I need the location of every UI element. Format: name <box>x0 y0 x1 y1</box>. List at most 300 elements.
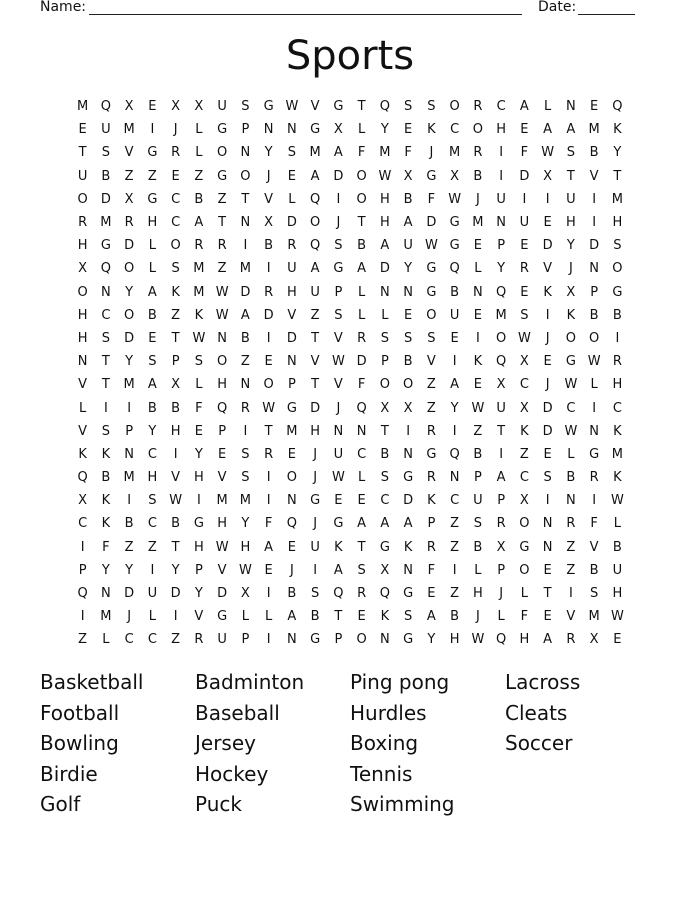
grid-letter: N <box>380 284 390 300</box>
grid-letter: D <box>100 191 111 207</box>
grid-letter: N <box>589 261 599 277</box>
grid-letter: H <box>379 191 390 207</box>
grid-letter: M <box>123 377 135 393</box>
grid-letter: K <box>566 307 576 323</box>
grid-letter: S <box>334 307 343 323</box>
grid-letter: H <box>612 215 623 231</box>
grid-letter: O <box>124 307 135 323</box>
grid-letter: C <box>147 516 157 532</box>
grid-letter: O <box>589 330 600 346</box>
grid-letter: Z <box>147 539 157 555</box>
grid-letter: V <box>333 377 343 393</box>
grid-letter: X <box>403 168 413 184</box>
word-list-item: Football <box>40 700 120 725</box>
grid-letter: J <box>313 516 318 532</box>
grid-letter: T <box>101 354 110 370</box>
grid-letter: U <box>449 307 460 323</box>
grid-letter: L <box>358 122 366 138</box>
grid-letter: S <box>589 586 599 602</box>
grid-letter: H <box>217 377 228 393</box>
name-blank-line <box>89 14 522 15</box>
grid-row <box>71 211 629 234</box>
grid-letter: K <box>613 122 622 138</box>
grid-letter: W <box>564 377 578 393</box>
date-blank-line <box>578 14 635 15</box>
grid-letter: Y <box>101 562 110 578</box>
grid-letter: B <box>450 609 460 625</box>
grid-letter: E <box>543 354 552 370</box>
grid-letter: L <box>265 609 273 625</box>
grid-letter: X <box>496 539 506 555</box>
grid-letter: K <box>613 470 622 486</box>
grid-letter: C <box>612 400 622 416</box>
grid-letter: I <box>266 493 271 509</box>
grid-letter: A <box>543 122 553 138</box>
grid-letter: O <box>310 215 321 231</box>
grid-letter: G <box>310 122 321 138</box>
word-list-item: Basketball <box>40 670 144 694</box>
grid-letter: Z <box>450 539 460 555</box>
grid-letter: I <box>173 609 178 625</box>
grid-letter: X <box>519 400 529 416</box>
word-list-item: Swimming <box>350 792 455 816</box>
grid-letter: A <box>496 470 506 486</box>
grid-letter: R <box>217 238 227 254</box>
grid-letter: H <box>77 330 88 346</box>
grid-letter: A <box>403 516 413 532</box>
grid-letter: S <box>613 238 622 254</box>
grid-letter: T <box>497 423 506 439</box>
word-list-item: Soccer <box>505 731 573 755</box>
grid-letter: E <box>450 330 459 346</box>
grid-letter: U <box>217 632 227 648</box>
grid-letter: E <box>357 609 366 625</box>
grid-letter: B <box>473 168 483 184</box>
grid-letter: N <box>403 562 413 578</box>
grid-letter: G <box>612 284 623 300</box>
grid-letter: Z <box>171 632 181 648</box>
grid-letter: M <box>611 191 623 207</box>
grid-letter: R <box>264 446 274 462</box>
grid-letter: I <box>150 122 155 138</box>
grid-letter: V <box>264 191 274 207</box>
grid-letter: I <box>592 493 597 509</box>
word-list-item: Bowling <box>40 731 119 755</box>
grid-letter: Y <box>241 516 250 532</box>
grid-letter: L <box>497 609 505 625</box>
grid-letter: K <box>171 284 180 300</box>
grid-letter: W <box>192 330 206 346</box>
grid-letter: H <box>217 516 228 532</box>
grid-letter: R <box>171 145 181 161</box>
grid-letter: E <box>613 632 622 648</box>
grid-letter: A <box>194 215 204 231</box>
grid-letter: D <box>286 215 297 231</box>
grid-letter: H <box>310 423 321 439</box>
grid-letter: B <box>589 562 599 578</box>
grid-letter: W <box>587 354 601 370</box>
grid-letter: M <box>123 122 135 138</box>
grid-letter: Y <box>427 632 436 648</box>
grid-letter: N <box>589 423 599 439</box>
grid-letter: S <box>380 330 389 346</box>
grid-letter: O <box>519 516 530 532</box>
grid-letter: P <box>334 284 343 300</box>
grid-letter: V <box>589 168 599 184</box>
grid-letter: I <box>592 191 597 207</box>
grid-letter: K <box>427 493 436 509</box>
grid-letter: I <box>568 586 573 602</box>
grid-letter: Y <box>194 586 203 602</box>
grid-letter: J <box>313 470 318 486</box>
grid-letter: G <box>310 632 321 648</box>
grid-letter: R <box>194 238 204 254</box>
grid-letter: R <box>473 145 483 161</box>
grid-letter: L <box>195 145 203 161</box>
word-list-item: Boxing <box>350 731 419 755</box>
grid-letter: G <box>379 539 390 555</box>
grid-letter: W <box>215 307 229 323</box>
grid-letter: U <box>496 191 506 207</box>
grid-letter: W <box>215 284 229 300</box>
grid-letter: V <box>426 354 436 370</box>
grid-letter: O <box>286 470 297 486</box>
grid-letter: A <box>380 516 390 532</box>
word-list-item: Tennis <box>350 761 413 786</box>
grid-letter: G <box>426 284 437 300</box>
grid-letter: O <box>565 330 576 346</box>
grid-letter: H <box>496 122 507 138</box>
grid-letter: X <box>124 99 134 115</box>
grid-letter: C <box>450 493 460 509</box>
grid-letter: I <box>615 330 620 346</box>
grid-letter: Y <box>380 122 389 138</box>
word-list-item: Badminton <box>195 670 305 694</box>
grid-letter: R <box>426 470 436 486</box>
grid-letter: R <box>264 284 274 300</box>
grid-letter: B <box>612 307 622 323</box>
grid-letter: E <box>473 377 482 393</box>
grid-letter: E <box>357 493 366 509</box>
grid-letter: Z <box>217 261 227 277</box>
grid-letter: W <box>169 493 183 509</box>
grid-letter: G <box>333 261 344 277</box>
grid-letter: G <box>403 586 414 602</box>
grid-letter: V <box>217 470 227 486</box>
grid-letter: I <box>452 562 457 578</box>
grid-letter: L <box>288 191 296 207</box>
grid-letter: N <box>263 122 274 138</box>
grid-letter: X <box>78 261 88 277</box>
grid-letter: X <box>519 493 529 509</box>
grid-letter: M <box>495 307 507 323</box>
grid-letter: O <box>217 354 228 370</box>
grid-letter: I <box>80 539 85 555</box>
grid-letter: A <box>543 632 553 648</box>
grid-letter: P <box>194 562 203 578</box>
grid-letter: B <box>171 516 181 532</box>
grid-letter: I <box>592 215 597 231</box>
grid-letter: H <box>147 470 158 486</box>
grid-letter: Z <box>426 377 436 393</box>
grid-letter: E <box>148 330 157 346</box>
name-label: Name: <box>40 0 87 15</box>
grid-letter: M <box>193 284 205 300</box>
grid-letter: Y <box>125 562 134 578</box>
grid-letter: H <box>240 539 251 555</box>
grid-letter: R <box>194 632 204 648</box>
grid-letter: J <box>127 609 132 625</box>
grid-letter: B <box>450 284 460 300</box>
grid-letter: P <box>218 423 227 439</box>
grid-letter: D <box>286 330 297 346</box>
grid-letter: Z <box>194 168 204 184</box>
grid-letter: Z <box>450 516 460 532</box>
grid-letter: Y <box>264 145 273 161</box>
grid-letter: P <box>171 354 180 370</box>
grid-letter: B <box>101 168 111 184</box>
grid-letter: I <box>499 168 504 184</box>
grid-letter: N <box>101 586 111 602</box>
grid-letter: K <box>78 446 87 462</box>
grid-row <box>71 257 629 280</box>
grid-letter: G <box>426 261 437 277</box>
grid-letter: E <box>287 446 296 462</box>
word-list-item: Cleats <box>505 700 568 725</box>
grid-letter: Z <box>171 307 181 323</box>
grid-letter: Q <box>217 400 228 416</box>
grid-letter: H <box>612 586 623 602</box>
grid-letter: B <box>380 446 390 462</box>
grid-letter: L <box>358 284 366 300</box>
grid-letter: F <box>520 145 529 161</box>
word-list-item: Birdie <box>40 761 98 786</box>
grid-letter: I <box>452 423 457 439</box>
grid-row <box>71 582 629 605</box>
grid-letter: W <box>610 493 624 509</box>
grid-letter: C <box>519 470 529 486</box>
grid-letter: K <box>101 446 111 462</box>
grid-letter: J <box>475 191 480 207</box>
grid-letter: Z <box>124 168 134 184</box>
grid-letter: U <box>287 261 297 277</box>
grid-letter: L <box>567 446 575 462</box>
grid-letter: X <box>566 284 576 300</box>
grid-letter: F <box>590 516 598 532</box>
grid-letter: M <box>286 423 298 439</box>
grid-letter: R <box>240 400 250 416</box>
grid-letter: N <box>77 354 88 370</box>
grid-letter: E <box>520 122 529 138</box>
grid-letter: S <box>148 493 157 509</box>
grid-letter: K <box>403 539 413 555</box>
grid-letter: H <box>147 215 158 231</box>
grid-letter: T <box>380 423 389 439</box>
grid-letter: O <box>124 261 135 277</box>
grid-letter: S <box>520 307 529 323</box>
grid-letter: O <box>379 377 390 393</box>
grid-letter: V <box>566 609 576 625</box>
grid-letter: N <box>356 423 367 439</box>
grid-letter: G <box>589 446 600 462</box>
grid-letter: V <box>171 470 181 486</box>
grid-letter: E <box>520 284 529 300</box>
grid-letter: M <box>239 261 251 277</box>
grid-letter: B <box>357 238 367 254</box>
grid-letter: X <box>264 215 274 231</box>
grid-letter: Y <box>125 354 134 370</box>
grid-letter: D <box>403 493 414 509</box>
grid-letter: Q <box>310 238 321 254</box>
grid-letter: I <box>406 423 411 439</box>
grid-letter: C <box>147 446 157 462</box>
grid-letter: W <box>448 191 462 207</box>
grid-letter: M <box>611 446 623 462</box>
grid-letter: C <box>78 516 88 532</box>
grid-letter: E <box>404 307 413 323</box>
grid-letter: N <box>403 284 413 300</box>
grid-letter: D <box>170 586 181 602</box>
grid-letter: L <box>195 377 203 393</box>
grid-letter: T <box>543 586 552 602</box>
grid-letter: N <box>101 284 111 300</box>
grid-letter: W <box>285 99 299 115</box>
grid-letter: I <box>336 191 341 207</box>
grid-letter: N <box>403 446 413 462</box>
grid-letter: P <box>334 632 343 648</box>
grid-letter: N <box>287 122 297 138</box>
grid-letter: C <box>450 122 460 138</box>
grid-letter: G <box>147 145 158 161</box>
grid-letter: B <box>566 470 576 486</box>
grid-letter: B <box>264 238 274 254</box>
grid-letter: U <box>612 562 623 578</box>
grid-row <box>71 559 629 582</box>
grid-letter: C <box>171 215 181 231</box>
grid-letter: V <box>217 562 227 578</box>
grid-letter: X <box>333 122 343 138</box>
grid-letter: N <box>240 377 251 393</box>
grid-letter: A <box>310 168 320 184</box>
grid-letter: W <box>564 423 578 439</box>
grid-letter: J <box>336 215 341 231</box>
grid-letter: X <box>194 99 204 115</box>
grid-letter: O <box>77 191 88 207</box>
grid-letter: P <box>497 238 506 254</box>
grid-letter: B <box>403 354 413 370</box>
grid-letter: O <box>472 122 483 138</box>
grid-letter: E <box>171 168 180 184</box>
grid-letter: N <box>542 516 553 532</box>
grid-letter: R <box>519 261 529 277</box>
word-list-item: Ping pong <box>350 670 450 694</box>
grid-letter: M <box>77 99 89 115</box>
grid-letter: O <box>77 284 88 300</box>
grid-letter: G <box>217 168 228 184</box>
grid-row <box>71 628 629 651</box>
grid-letter: U <box>333 446 344 462</box>
grid-letter: A <box>287 609 297 625</box>
grid-letter: E <box>264 562 273 578</box>
grid-letter: S <box>427 99 436 115</box>
grid-letter: E <box>473 238 482 254</box>
grid-letter: B <box>310 609 320 625</box>
grid-letter: H <box>77 307 88 323</box>
grid-letter: H <box>612 377 623 393</box>
grid-letter: T <box>357 99 366 115</box>
grid-letter: X <box>171 99 181 115</box>
grid-letter: A <box>380 238 390 254</box>
grid-letter: C <box>147 632 157 648</box>
grid-letter: B <box>473 539 483 555</box>
grid-letter: T <box>613 168 622 184</box>
grid-letter: V <box>194 609 204 625</box>
grid-letter: L <box>474 261 482 277</box>
grid-letter: A <box>566 122 576 138</box>
word-list <box>40 667 660 820</box>
grid-letter: S <box>148 354 157 370</box>
grid-letter: F <box>427 191 436 207</box>
grid-letter: R <box>589 470 599 486</box>
grid-letter: Q <box>379 99 390 115</box>
grid-letter: E <box>404 122 413 138</box>
grid-row <box>71 188 629 211</box>
grid-letter: K <box>543 284 552 300</box>
grid-letter: T <box>218 215 227 231</box>
grid-letter: E <box>543 215 552 231</box>
grid-letter: W <box>331 354 345 370</box>
word-list-item: Hurdles <box>350 700 427 725</box>
grid-letter: L <box>520 586 528 602</box>
grid-letter: J <box>289 562 294 578</box>
grid-letter: J <box>545 330 550 346</box>
grid-letter: J <box>545 377 550 393</box>
grid-letter: K <box>101 516 111 532</box>
grid-letter: J <box>499 586 504 602</box>
grid-row <box>71 95 629 118</box>
grid-letter: I <box>545 307 550 323</box>
grid-letter: L <box>148 238 156 254</box>
grid-letter: N <box>566 99 576 115</box>
grid-letter: G <box>333 516 344 532</box>
grid-letter: F <box>357 145 366 161</box>
grid-letter: S <box>241 446 250 462</box>
grid-letter: F <box>102 539 110 555</box>
grid-letter: A <box>147 377 157 393</box>
grid-row <box>71 512 629 535</box>
grid-letter: E <box>427 586 436 602</box>
grid-letter: T <box>334 609 343 625</box>
grid-letter: Q <box>100 261 111 277</box>
grid-row <box>71 304 629 327</box>
grid-letter: I <box>266 586 271 602</box>
grid-letter: B <box>612 539 622 555</box>
grid-letter: R <box>426 423 436 439</box>
grid-letter: M <box>588 609 600 625</box>
grid-letter: L <box>358 307 366 323</box>
grid-letter: H <box>472 586 483 602</box>
grid-letter: V <box>287 307 297 323</box>
grid-letter: G <box>403 470 414 486</box>
grid-letter: C <box>171 191 181 207</box>
grid-letter: U <box>310 284 320 300</box>
grid-letter: Q <box>496 632 507 648</box>
grid-letter: O <box>449 99 460 115</box>
grid-letter: J <box>173 122 178 138</box>
grid-letter: Q <box>356 400 367 416</box>
grid-letter: E <box>334 493 343 509</box>
grid-letter: S <box>101 330 110 346</box>
